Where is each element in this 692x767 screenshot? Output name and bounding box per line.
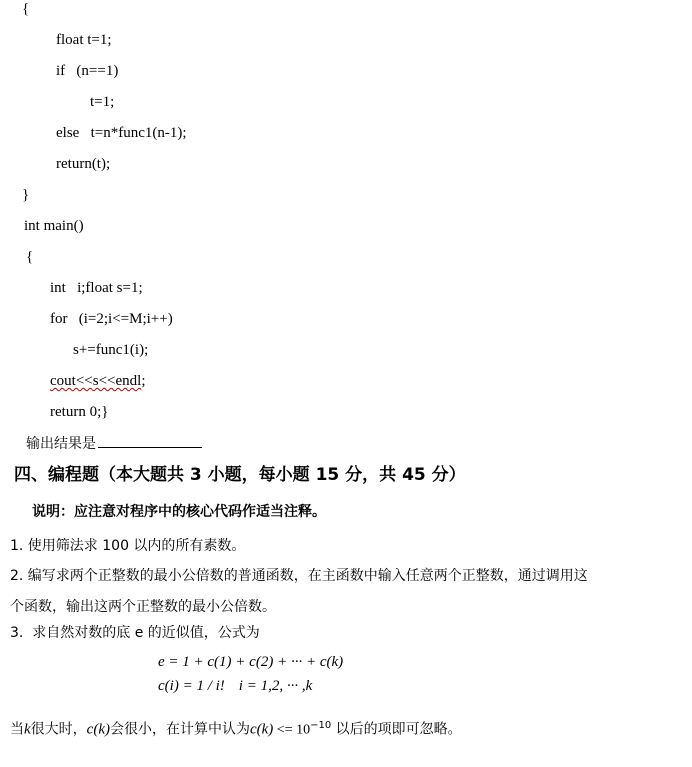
formula-index-range: i = 1,2, ··· ,k [238,678,313,694]
code-semicolon: ; [141,373,146,389]
code-line-int-main: int main() [24,218,84,234]
code-line-if: if (n==1) [56,63,119,79]
code-line-return-t: return(t); [56,156,111,172]
code-line-close-brace: } [22,187,30,203]
code-line-for: for (i=2;i<=M;i++) [50,311,173,327]
code-line-else: else t=n*func1(n-1); [56,125,187,141]
question-2-line-1: 2. 编写求两个正整数的最小公倍数的普通函数，在主函数中输入任意两个正整数，通过调用这 [10,568,588,584]
code-line-main-open-brace: { [26,249,34,265]
criterion-exponent: −10 [310,720,332,731]
question-1: 1. 使用筛法求 100 以内的所有素数。 [10,538,246,554]
section-heading: 四、编程题（本大题共 3 小题，每小题 15 分，共 45 分） [14,465,466,485]
criterion-text-c: 会很小，在计算中认为 [109,721,250,738]
code-line-cout [50,372,146,390]
formula-c-definition [158,677,312,695]
code-line-return-0: return 0;} [50,404,109,420]
code-line-open-brace: { [22,1,30,17]
code-line-declarations: int i;float s=1; [50,280,143,296]
output-question [26,433,202,453]
criterion-k: k [24,721,31,738]
formula-c-of-i: c(i) = 1 / i! [158,678,225,694]
criterion-ck: c(k) [86,721,110,738]
question-3: 3. 求自然对数的底 e 的近似值，公式为 [10,625,260,641]
question-2-line-2: 个函数，输出这两个正整数的最小公倍数。 [10,599,276,615]
output-label: 输出结果是 [26,436,96,452]
code-line-float-t: float t=1; [56,32,112,48]
code-line-sum: s+=func1(i); [73,342,149,358]
code-line-t-assign: t=1; [90,94,115,110]
spellcheck-underlined-text: cout<<s<<endl [50,373,142,389]
truncation-criterion [10,717,462,740]
criterion-text-d: 以后的项即可忽略。 [331,721,462,738]
answer-blank [98,433,202,448]
criterion-text-b: 很大时， [30,721,87,738]
formula-e-sum: e = 1 + c(1) + c(2) + ··· + c(k) [158,654,344,670]
section-note: 说明：应注意对程序中的核心代码作适当注释。 [32,504,326,520]
criterion-text-a: 当 [10,721,24,738]
criterion-ck-2: c(k) [249,721,274,738]
criterion-threshold: <= 10 [273,722,311,738]
